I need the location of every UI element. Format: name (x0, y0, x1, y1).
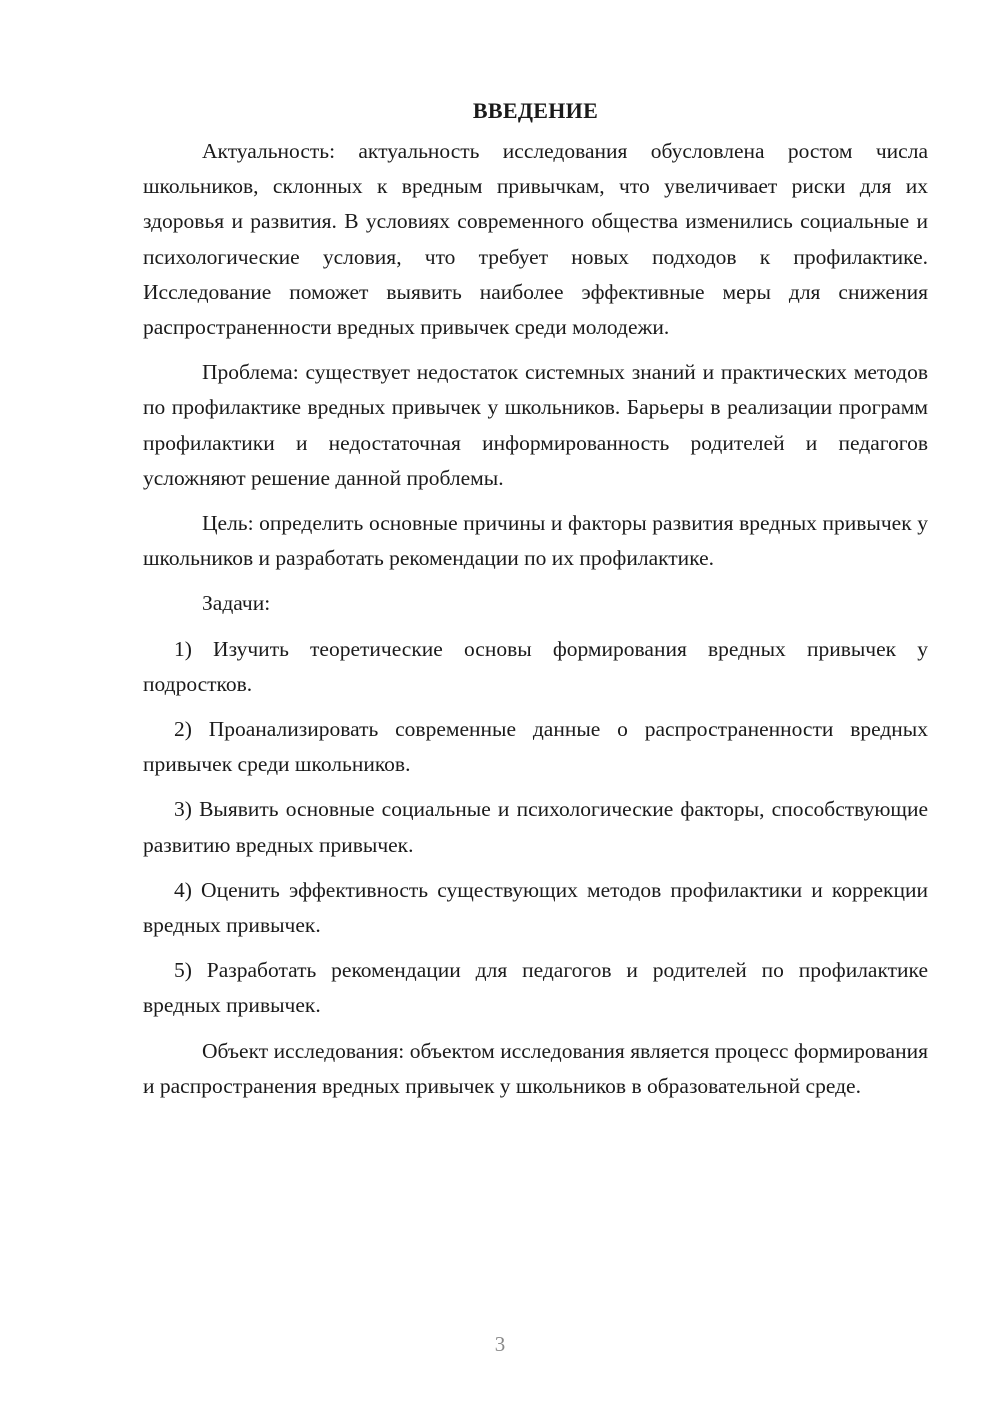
paragraph-object: Объект исследования: объектом исследования является процесс формирования и распространения вредных привычек у школьников в образовательной среде. (143, 1038, 928, 1098)
task-item-5: 5) Разработать рекомендации для педагогов и родителей по профилактике вредных привычек. (143, 958, 928, 1018)
task-item-2: 2) Проанализировать современные данные о распространенности вредных привычек среди школьников. (143, 717, 928, 777)
paragraph-goal: Цель: определить основные причины и факторы развития вредных привычек у школьников и разработать рекомендации по их профилактике. (143, 511, 928, 571)
page-content (143, 96, 928, 1114)
section-title: ВВЕДЕНИЕ (472, 98, 599, 123)
page-number: 3 (494, 1332, 506, 1356)
task-item-1: 1) Изучить теоретические основы формирования вредных привычек у подростков. (143, 636, 928, 696)
task-item-3: 3) Выявить основные социальные и психологические факторы, способствующие развитию вредных привычек. (143, 797, 928, 857)
paragraph-tasks-heading: Задачи: (202, 591, 271, 616)
paragraph-problem: Проблема: существует недостаток системных знаний и практических методов по профилактике вредных привычек у школьников. Барьеры в реализации программ профилактики и недостаточная информированность родителей и педагогов усложняют решение данной проблемы. (143, 360, 928, 490)
task-item-4: 4) Оценить эффективность существующих методов профилактики и коррекции вредных привычек. (143, 877, 928, 938)
paragraph-relevance: Актуальность: актуальность исследования обусловлена ростом числа школьников, склонных к вредным привычкам, что увеличивает риски для их здоровья и развития. В условиях современного общества изменились социальные и психологические условия, что требует новых подходов к профилактике. Исследование поможет выявить наиболее эффективные меры для снижения распространенности вредных привычек среди молодежи. (143, 139, 928, 340)
